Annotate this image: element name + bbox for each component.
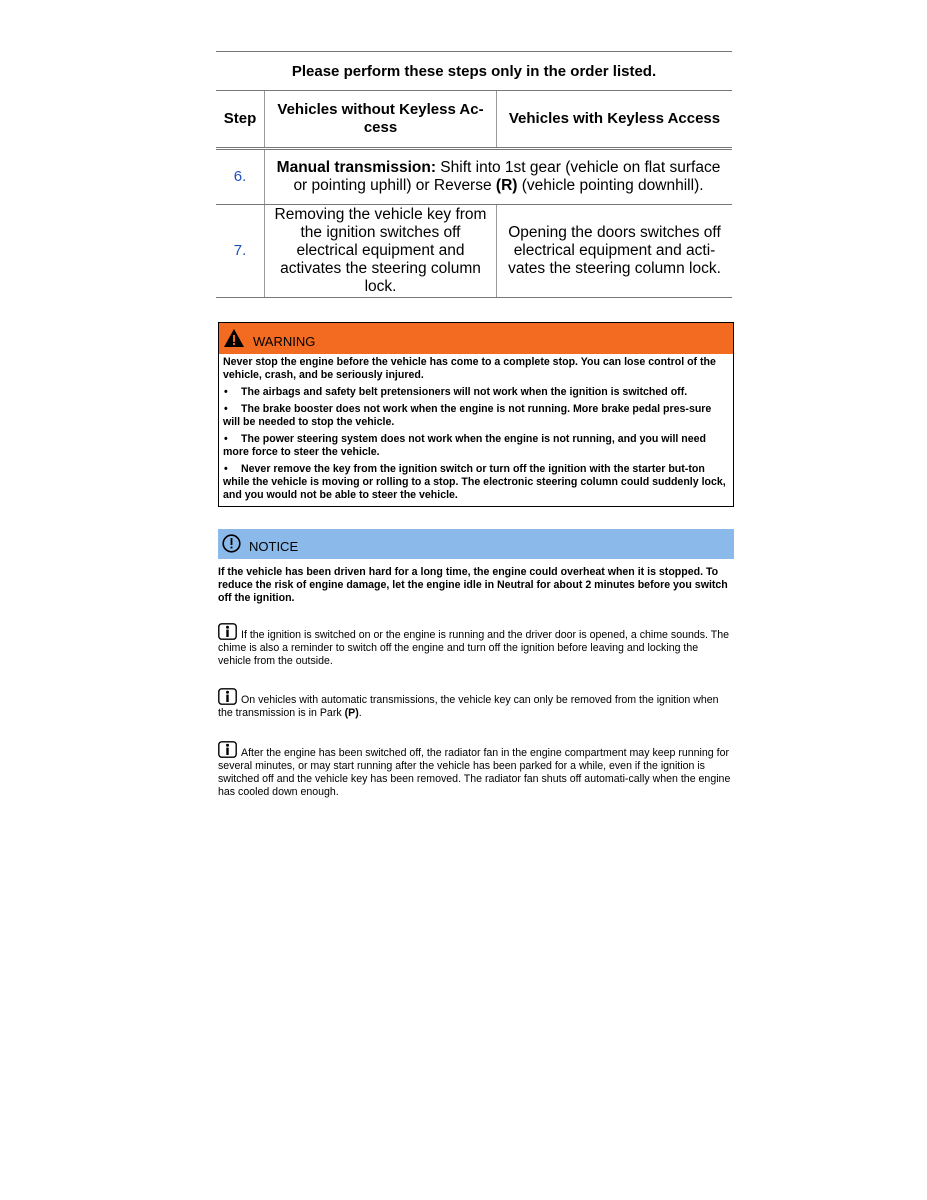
info-text: If the ignition is switched on or the engine is running and the driver door is opened, a chime sounds. The chime is also a reminder to switch off the engine and turn off the ignition before leaving and locking the vehicle from the outside. xyxy=(218,629,730,667)
step-7-without-keyless: Removing the vehicle key from the ignition switches off electrical equipment and activates the steering column lock. xyxy=(264,205,496,297)
step-6-text-2: (vehicle pointing downhill). xyxy=(517,177,704,194)
warning-triangle-icon xyxy=(223,328,245,348)
steps-table xyxy=(216,51,732,298)
header-without-keyless: Vehicles without Keyless Ac-cess xyxy=(264,91,496,147)
step-6-bold: Manual transmission: xyxy=(276,159,436,176)
info-bold: (P) xyxy=(344,707,359,719)
step-6-text xyxy=(264,150,732,204)
notice-text: If the vehicle has been driven hard for a long time, the engine could overheat when it is stopped. To reduce the risk of engine damage, let the engine idle in Neutral for about 2 minutes before you switch off the ignition. xyxy=(218,566,728,604)
info-note xyxy=(218,688,734,720)
exclamation-circle-icon xyxy=(222,534,241,553)
header-step: Step xyxy=(223,110,257,127)
step-number: 6. xyxy=(233,168,247,185)
info-tail: . xyxy=(358,707,362,719)
info-icon xyxy=(218,623,237,640)
info-icon xyxy=(218,688,237,705)
warning-box xyxy=(218,322,734,507)
info-note xyxy=(218,623,734,668)
warning-header xyxy=(219,323,733,354)
warning-title: WARNING xyxy=(253,334,316,349)
notice-header xyxy=(218,529,734,559)
warning-body xyxy=(219,354,733,506)
warning-bullet: • The power steering system does not work when the engine is not running, and you will need more force to steer the vehicle. xyxy=(223,433,729,459)
info-icon xyxy=(218,741,237,758)
step-6-text-1: Shift into 1st gear (vehicle on flat surface or pointing uphill) or Reverse xyxy=(293,159,721,194)
warning-bullet: • The brake booster does not work when the engine is not running. More brake pedal pres-sure will be needed to stop the vehicle. xyxy=(223,403,729,429)
table-row xyxy=(216,205,732,298)
table-header-row xyxy=(216,91,732,150)
notice-title: NOTICE xyxy=(249,539,299,554)
warning-bullet: • Never remove the key from the ignition switch or turn off the ignition with the starter but-ton while the vehicle is moving or rolling to a stop. The electronic steering column could suddenly lock, and you would not be able to steer the vehicle. xyxy=(223,463,729,502)
table-caption: Please perform these steps only in the order listed. xyxy=(216,52,732,91)
info-note xyxy=(218,741,734,799)
notice-box xyxy=(218,529,734,605)
warning-bullet: • The airbags and safety belt pretensioners will not work when the ignition is switched off. xyxy=(223,386,729,399)
info-text: After the engine has been switched off, the radiator fan in the engine compartment may keep running for several minutes, or may start running after the vehicle has been parked for a while, even if the ignition is switched off and the vehicle key has been removed. The radiator fan shuts off automati-cally when the engine has cooled down enough. xyxy=(218,747,731,798)
table-row xyxy=(216,150,732,205)
step-6-bold-2: (R) xyxy=(495,177,518,194)
warning-intro: Never stop the engine before the vehicle has come to a complete stop. You can lose control of the vehicle, crash, and be seriously injured. xyxy=(223,356,716,381)
step-number: 7. xyxy=(233,242,247,259)
step-7-with-keyless: Opening the doors switches off electrical equipment and acti-vates the steering column lock. xyxy=(496,205,732,297)
info-text: On vehicles with automatic transmissions, the vehicle key can only be removed from the ignition when the transmission is in Park xyxy=(218,694,719,719)
header-with-keyless: Vehicles with Keyless Access xyxy=(496,91,732,147)
